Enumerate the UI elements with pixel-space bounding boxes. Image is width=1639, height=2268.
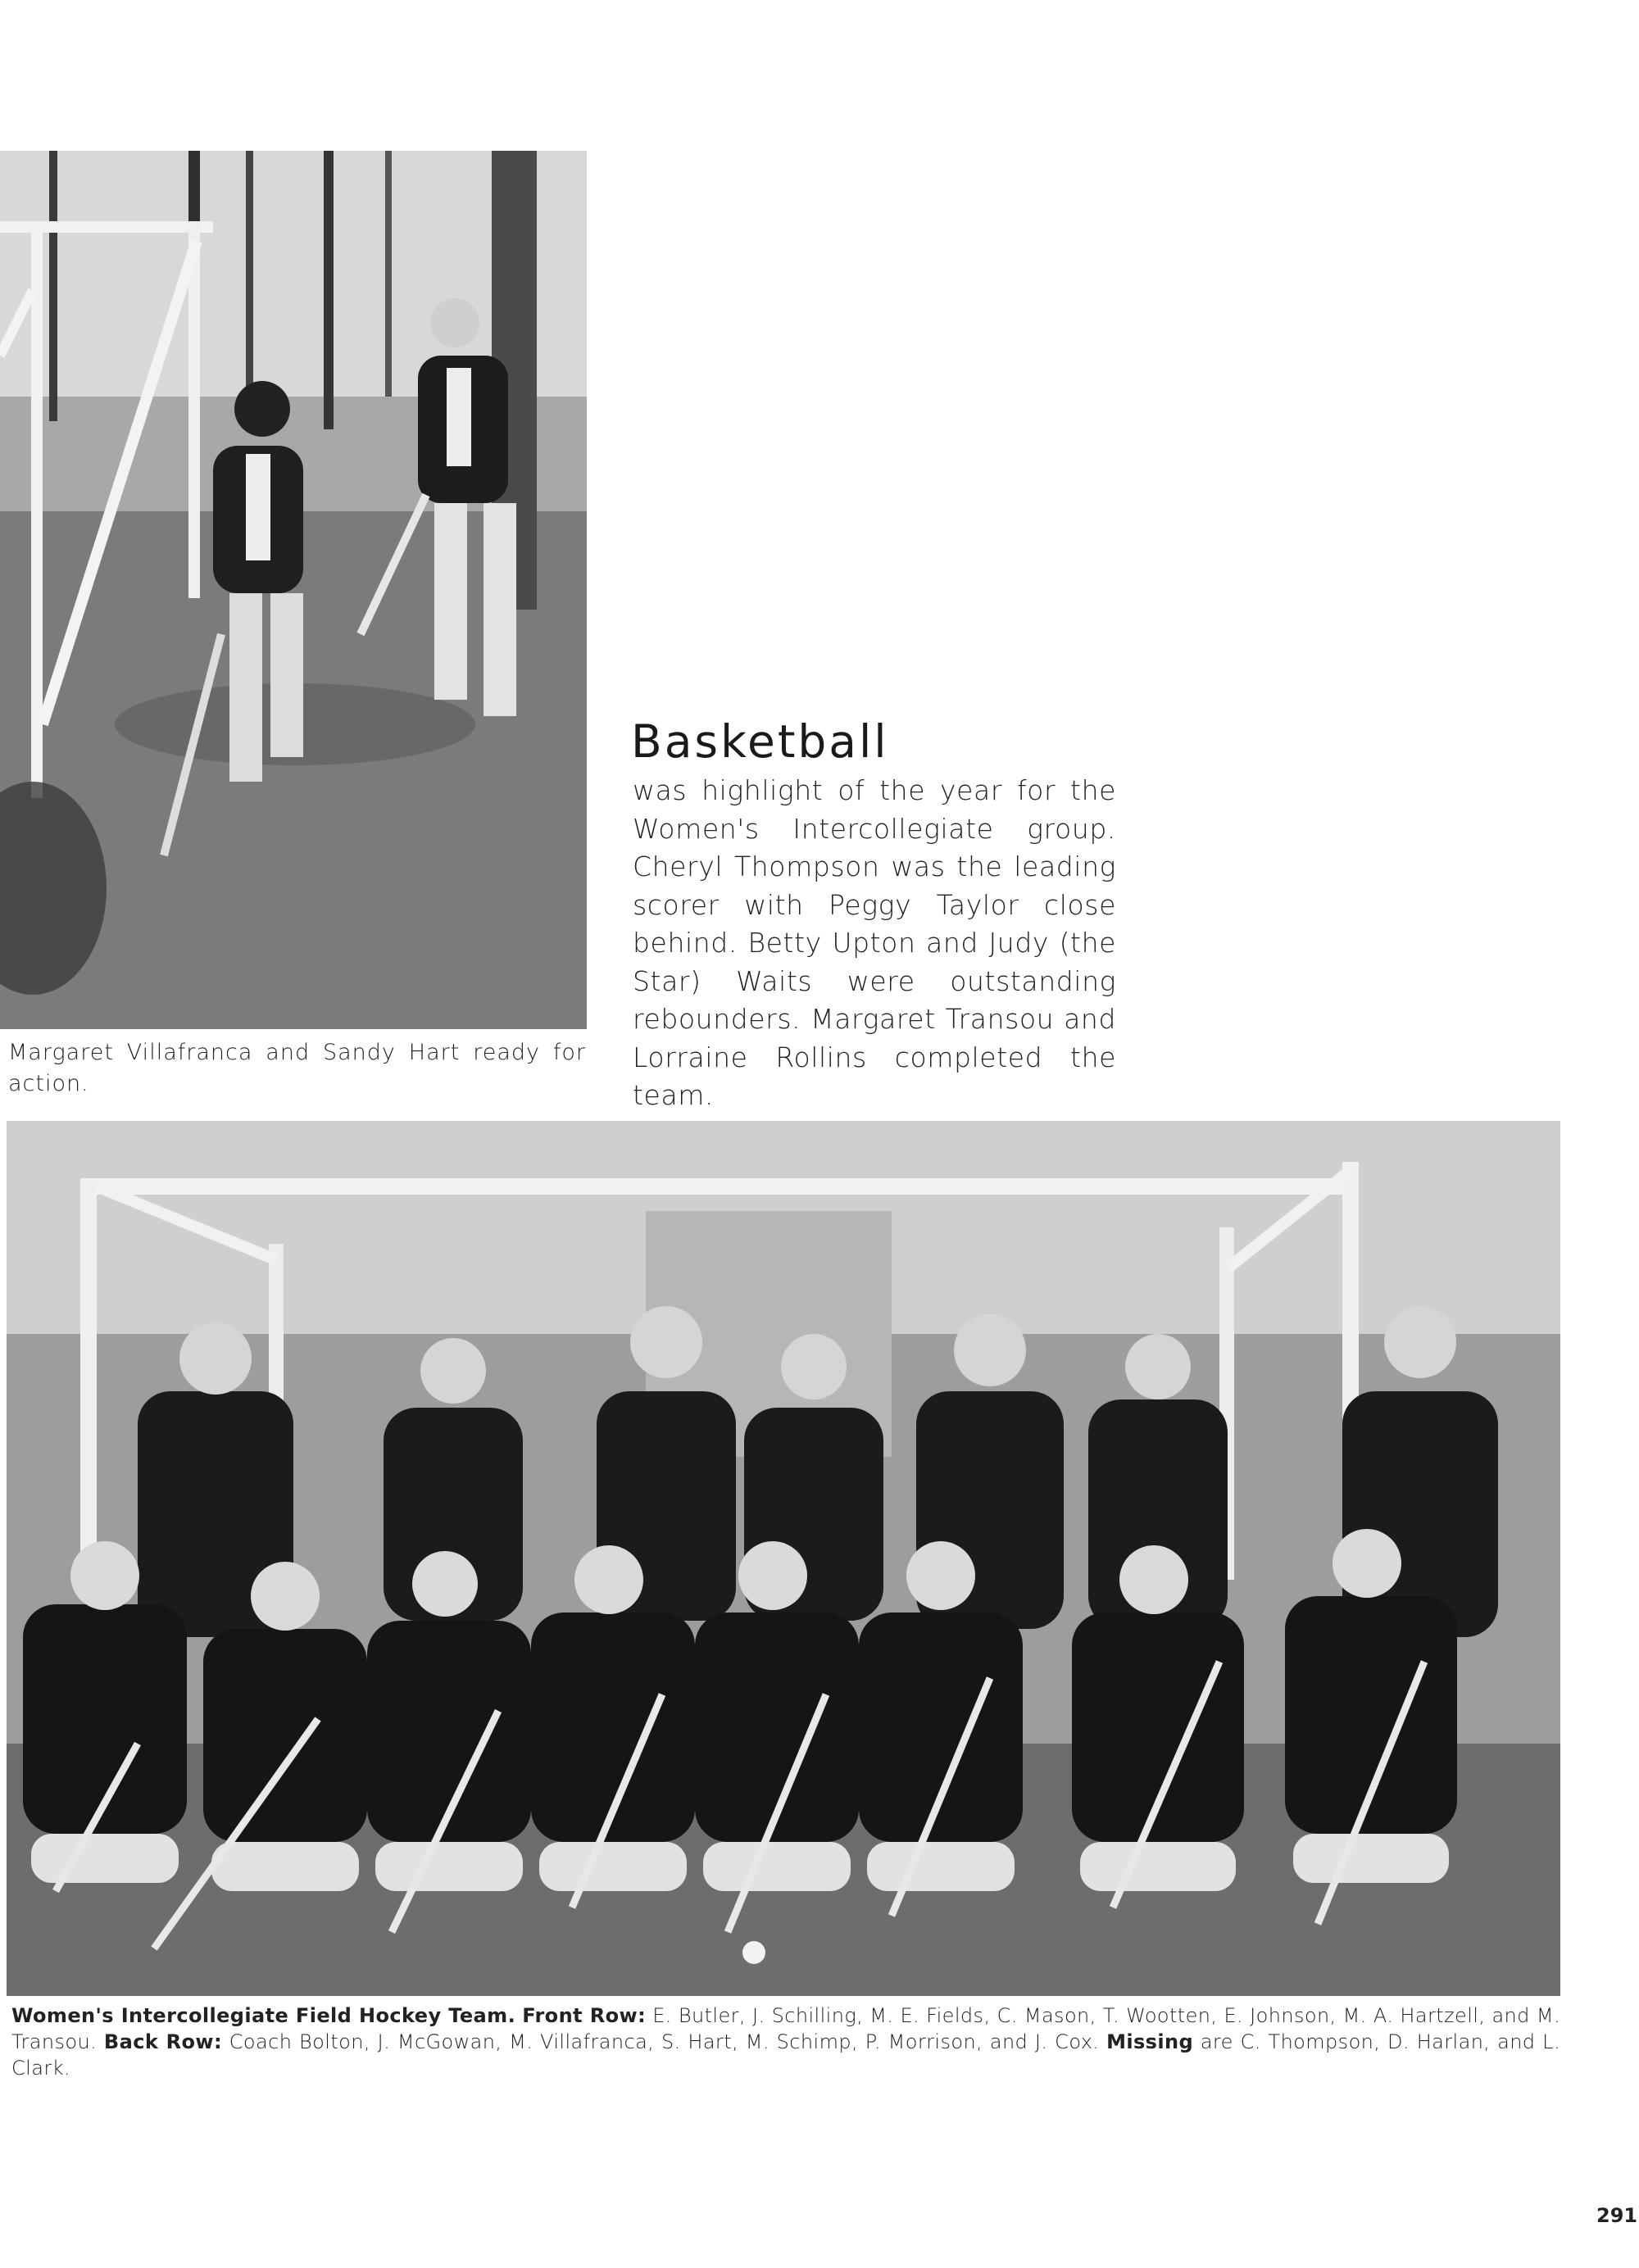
page-number: 291 <box>1596 2204 1638 2227</box>
section-body: was highlight of the year for the Women's Intercollegiate group. Cheryl Thompson was the leading scorer with Peggy Taylor close behind. Betty Upton and Judy (the Star) Waits were outstanding rebounders. Margaret Transou and Lorraine Rollins completed the team. <box>633 774 1116 1111</box>
field-hockey-team-photo <box>7 1121 1560 1996</box>
back-row-names: Coach Bolton, J. McGowan, M. Villafranca, S. Hart, M. Schimp, P. Morrison, and J. Cox. <box>229 2030 1100 2053</box>
front-row-names: E. Butler, J. Schilling, M. E. Fields, C. Mason, T. Wootten, E. Johnson, M. A. Hartzell, and M. Transou. <box>11 2004 1561 2053</box>
top-photo-caption: Margaret Villafranca and Sandy Hart ready for action. <box>8 1040 586 1096</box>
missing-names: are C. Thompson, D. Harlan, and L. Clark. <box>11 2030 1560 2080</box>
front-row-label: Front Row: <box>522 2004 647 2027</box>
caption-title: Women's Intercollegiate Field Hockey Team. <box>11 2004 516 2027</box>
section-heading: Basketball <box>631 715 889 768</box>
field-hockey-action-photo <box>0 151 587 1029</box>
team-photo-caption <box>11 2003 1560 2081</box>
back-row-label: Back Row: <box>103 2030 222 2053</box>
missing-label: Missing <box>1106 2030 1194 2053</box>
